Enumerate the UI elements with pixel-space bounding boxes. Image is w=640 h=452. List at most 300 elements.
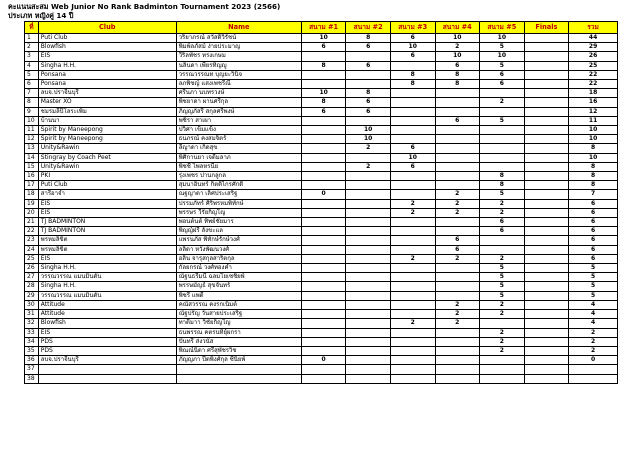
row-number: 20: [25, 208, 39, 217]
club-cell: PDS: [38, 337, 176, 346]
finals-points: [524, 236, 569, 245]
round4-points: 10: [435, 34, 480, 43]
row-number: 29: [25, 291, 39, 300]
row-number: 26: [25, 264, 39, 273]
club-cell: [38, 374, 176, 383]
round1-points: 6: [301, 107, 346, 116]
round4-points: [435, 346, 480, 355]
table-row: [25, 61, 618, 70]
player-name-cell: วริยาภรณ์ สวัสดิวิรัชน์: [176, 34, 301, 43]
table-row: [25, 144, 618, 153]
round3-points: [390, 61, 435, 70]
player-name-cell: ลภพิชญ์ แสงเพชรีณี: [176, 80, 301, 89]
table-row: [25, 43, 618, 52]
row-number: 11: [25, 126, 39, 135]
table-row: [25, 162, 618, 171]
round2-points: [346, 52, 391, 61]
round1-points: [301, 70, 346, 79]
finals-points: [524, 254, 569, 263]
round1-points: [301, 337, 346, 346]
round3-points: 2: [390, 199, 435, 208]
table-row: [25, 208, 618, 217]
round1-points: [301, 310, 346, 319]
round5-points: 10: [480, 34, 525, 43]
round5-points: 6: [480, 218, 525, 227]
round2-points: 10: [346, 135, 391, 144]
table-row: [25, 310, 618, 319]
round5-points: 5: [480, 116, 525, 125]
row-number: 1: [25, 34, 39, 43]
player-name-cell: นลินดา เพียรทิญญู: [176, 61, 301, 70]
club-cell: Ponsana: [38, 70, 176, 79]
total-points: 12: [569, 107, 618, 116]
finals-points: [524, 346, 569, 355]
player-name-cell: วรรณวรรณท บุญยะวินิจ: [176, 70, 301, 79]
round4-points: [435, 89, 480, 98]
club-cell: Blowfish: [38, 319, 176, 328]
total-points: 6: [569, 218, 618, 227]
round1-points: [301, 181, 346, 190]
round5-points: [480, 245, 525, 254]
round4-points: [435, 291, 480, 300]
club-cell: Puti Club: [38, 34, 176, 43]
round5-points: 5: [480, 43, 525, 52]
finals-points: [524, 162, 569, 171]
round4-points: [435, 181, 480, 190]
total-points: 5: [569, 291, 618, 300]
round1-points: 8: [301, 61, 346, 70]
round2-points: [346, 181, 391, 190]
round5-points: 2: [480, 328, 525, 337]
finals-points: [524, 328, 569, 337]
round5-points: 5: [480, 282, 525, 291]
round1-points: 6: [301, 43, 346, 52]
club-cell: Ponsana: [38, 80, 176, 89]
table-row: [25, 116, 618, 125]
round2-points: 6: [346, 107, 391, 116]
round5-points: 8: [480, 172, 525, 181]
col-header-round4: สนาม #4: [435, 22, 480, 34]
round4-points: [435, 172, 480, 181]
total-points: [569, 374, 618, 383]
round2-points: [346, 245, 391, 254]
round3-points: 2: [390, 319, 435, 328]
row-number: 19: [25, 199, 39, 208]
round5-points: 6: [480, 70, 525, 79]
row-number: 27: [25, 273, 39, 282]
round5-points: [480, 365, 525, 374]
table-row: [25, 89, 618, 98]
round4-points: 2: [435, 310, 480, 319]
round1-points: [301, 116, 346, 125]
col-header-round3: สนาม #3: [390, 22, 435, 34]
player-name-cell: กัลยกรณ์ วงศ์ทองคำ: [176, 264, 301, 273]
club-cell: TJ BADMINTON: [38, 227, 176, 236]
table-row: [25, 190, 618, 199]
round3-points: [390, 227, 435, 236]
round4-points: [435, 144, 480, 153]
round4-points: [435, 153, 480, 162]
round4-points: [435, 356, 480, 365]
round1-points: [301, 172, 346, 181]
round2-points: [346, 346, 391, 355]
total-points: 6: [569, 199, 618, 208]
round2-points: 6: [346, 61, 391, 70]
finals-points: [524, 374, 569, 383]
total-points: 6: [569, 227, 618, 236]
round3-points: 6: [390, 144, 435, 153]
round3-points: [390, 374, 435, 383]
club-cell: Puti Club: [38, 181, 176, 190]
round1-points: [301, 273, 346, 282]
club-cell: EIS: [38, 199, 176, 208]
row-number: 14: [25, 153, 39, 162]
player-name-cell: พอนต์นต์ ทิพย์ชัยมาร: [176, 218, 301, 227]
round3-points: [390, 346, 435, 355]
row-number: 4: [25, 61, 39, 70]
finals-points: [524, 310, 569, 319]
round2-points: [346, 291, 391, 300]
round2-points: 2: [346, 162, 391, 171]
club-cell: Attitude: [38, 300, 176, 309]
table-row: [25, 291, 618, 300]
document-header: [8, 2, 280, 20]
club-cell: Blowfish: [38, 43, 176, 52]
round2-points: [346, 328, 391, 337]
player-name-cell: พิมพ์ลภัสม์ ง่ายประมาญ: [176, 43, 301, 52]
finals-points: [524, 172, 569, 181]
table-row: [25, 153, 618, 162]
round3-points: [390, 328, 435, 337]
round1-points: 0: [301, 356, 346, 365]
row-number: 37: [25, 365, 39, 374]
player-name-cell: ณฐญาดา เลิศประเสริฐ: [176, 190, 301, 199]
round4-points: 8: [435, 70, 480, 79]
club-cell: พรหมลิขิต: [38, 236, 176, 245]
round1-points: 0: [301, 190, 346, 199]
round2-points: 6: [346, 43, 391, 52]
round3-points: [390, 291, 435, 300]
table-row: [25, 34, 618, 43]
table-row: [25, 218, 618, 227]
round4-points: [435, 273, 480, 282]
finals-points: [524, 245, 569, 254]
club-cell: PDS: [38, 346, 176, 355]
round1-points: [301, 126, 346, 135]
round3-points: [390, 236, 435, 245]
total-points: 2: [569, 337, 618, 346]
round3-points: [390, 89, 435, 98]
col-header-round1: สนาม #1: [301, 22, 346, 34]
round2-points: 6: [346, 98, 391, 107]
table-row: [25, 236, 618, 245]
round3-points: [390, 172, 435, 181]
round3-points: 10: [390, 153, 435, 162]
player-name-cell: พิชรี แพดี: [176, 291, 301, 300]
round1-points: [301, 346, 346, 355]
round4-points: 6: [435, 61, 480, 70]
round2-points: [346, 208, 391, 217]
round3-points: [390, 356, 435, 365]
round5-points: 2: [480, 199, 525, 208]
row-number: 31: [25, 310, 39, 319]
round3-points: 6: [390, 34, 435, 43]
round3-points: 10: [390, 43, 435, 52]
round5-points: 5: [480, 264, 525, 273]
round2-points: [346, 236, 391, 245]
round5-points: [480, 319, 525, 328]
finals-points: [524, 52, 569, 61]
club-cell: EIS: [38, 52, 176, 61]
player-name-cell: [176, 365, 301, 374]
round1-points: [301, 208, 346, 217]
table-row: [25, 300, 618, 309]
player-name-cell: ปันทรี ส่งวนัส: [176, 337, 301, 346]
round1-points: [301, 282, 346, 291]
round2-points: [346, 254, 391, 263]
round1-points: [301, 319, 346, 328]
header-row: [25, 22, 618, 34]
row-number: 16: [25, 172, 39, 181]
round4-points: [435, 107, 480, 116]
total-points: 10: [569, 126, 618, 135]
finals-points: [524, 107, 569, 116]
finals-points: [524, 319, 569, 328]
total-points: 6: [569, 236, 618, 245]
row-number: 17: [25, 181, 39, 190]
table-row: [25, 374, 618, 383]
round1-points: [301, 80, 346, 89]
club-cell: PKI: [38, 172, 176, 181]
finals-points: [524, 291, 569, 300]
table-row: [25, 346, 618, 355]
round1-points: 10: [301, 34, 346, 43]
round4-points: [435, 218, 480, 227]
finals-points: [524, 227, 569, 236]
round3-points: [390, 126, 435, 135]
finals-points: [524, 218, 569, 227]
col-header-no: ที่: [25, 22, 39, 34]
finals-points: [524, 135, 569, 144]
round1-points: [301, 254, 346, 263]
total-points: [569, 365, 618, 374]
finals-points: [524, 273, 569, 282]
round2-points: [346, 365, 391, 374]
club-cell: Spirit by Maneepong: [38, 126, 176, 135]
row-number: 6: [25, 80, 39, 89]
round5-points: [480, 162, 525, 171]
round5-points: 10: [480, 52, 525, 61]
row-number: 9: [25, 107, 39, 116]
table-row: [25, 264, 618, 273]
finals-points: [524, 264, 569, 273]
total-points: 6: [569, 208, 618, 217]
round4-points: [435, 227, 480, 236]
round5-points: [480, 153, 525, 162]
finals-points: [524, 282, 569, 291]
round1-points: [301, 365, 346, 374]
round5-points: 8: [480, 181, 525, 190]
total-points: 8: [569, 181, 618, 190]
table-row: [25, 52, 618, 61]
col-header-total: รวม: [569, 22, 618, 34]
round1-points: [301, 328, 346, 337]
table-row: [25, 80, 618, 89]
round5-points: 2: [480, 98, 525, 107]
round2-points: 10: [346, 126, 391, 135]
player-name-cell: พรรษมัญธ์ สุขจันทร์: [176, 282, 301, 291]
round1-points: [301, 162, 346, 171]
club-cell: Attitude: [38, 310, 176, 319]
round2-points: 8: [346, 89, 391, 98]
round1-points: [301, 291, 346, 300]
round5-points: 2: [480, 346, 525, 355]
finals-points: [524, 98, 569, 107]
row-number: 18: [25, 190, 39, 199]
finals-points: [524, 61, 569, 70]
row-number: 36: [25, 356, 39, 365]
club-cell: EIS: [38, 328, 176, 337]
finals-points: [524, 43, 569, 52]
round4-points: 2: [435, 190, 480, 199]
player-name-cell: ลลิดา หวังพัฒนวงศ์: [176, 245, 301, 254]
round2-points: 2: [346, 144, 391, 153]
round4-points: [435, 365, 480, 374]
finals-points: [524, 89, 569, 98]
club-cell: TJ BADMINTON: [38, 218, 176, 227]
total-points: 25: [569, 61, 618, 70]
row-number: 13: [25, 144, 39, 153]
table-row: [25, 227, 618, 236]
player-name-cell: ธนภรณ์ คงสมจิตร์: [176, 135, 301, 144]
row-number: 32: [25, 319, 39, 328]
row-number: 28: [25, 282, 39, 291]
row-number: 10: [25, 116, 39, 125]
round1-points: [301, 135, 346, 144]
finals-points: [524, 34, 569, 43]
round4-points: [435, 282, 480, 291]
table-row: [25, 319, 618, 328]
round3-points: [390, 365, 435, 374]
row-number: 35: [25, 346, 39, 355]
round4-points: 6: [435, 245, 480, 254]
round3-points: 8: [390, 70, 435, 79]
round3-points: [390, 264, 435, 273]
total-points: 2: [569, 328, 618, 337]
col-header-club: Club: [38, 22, 176, 34]
player-name-cell: รุ่งเพชร ปานกลูกล: [176, 172, 301, 181]
finals-points: [524, 80, 569, 89]
total-points: 29: [569, 43, 618, 52]
finals-points: [524, 365, 569, 374]
table-row: [25, 172, 618, 181]
total-points: 2: [569, 346, 618, 355]
player-name-cell: สุมนาอินทร์ กิตติไกรศักดิ์: [176, 181, 301, 190]
player-name-cell: วีริลพัชร ทรงเกษม: [176, 52, 301, 61]
round2-points: [346, 319, 391, 328]
round4-points: 2: [435, 208, 480, 217]
document-title: คะแนนสะสม Web Junior No Rank Badminton Tournament 2023 (2566): [8, 2, 281, 11]
table-row: [25, 273, 618, 282]
table-body: [25, 34, 618, 384]
document-subtitle: ประเภท หญิงคู่ 14 ปี: [8, 11, 74, 20]
round5-points: [480, 356, 525, 365]
round5-points: 2: [480, 300, 525, 309]
round4-points: [435, 162, 480, 171]
total-points: 10: [569, 135, 618, 144]
round1-points: 10: [301, 89, 346, 98]
round3-points: 2: [390, 254, 435, 263]
table-row: [25, 245, 618, 254]
player-name-cell: ทาดีมาา วิชัยกิญโญ: [176, 319, 301, 328]
club-cell: สารีอาจำ: [38, 190, 176, 199]
club-cell: ลบจ.ปราจีนบุรี: [38, 89, 176, 98]
round3-points: [390, 300, 435, 309]
total-points: 4: [569, 300, 618, 309]
row-number: 24: [25, 245, 39, 254]
round2-points: [346, 153, 391, 162]
round4-points: [435, 264, 480, 273]
club-cell: Stingray by Coach Peet: [38, 153, 176, 162]
round2-points: [346, 199, 391, 208]
table-row: [25, 181, 618, 190]
finals-points: [524, 208, 569, 217]
total-points: 18: [569, 89, 618, 98]
table-row: [25, 199, 618, 208]
club-cell: Singha H.H.: [38, 264, 176, 273]
round3-points: [390, 273, 435, 282]
player-name-cell: พิญญ์ฝรี ลังขะแล: [176, 227, 301, 236]
total-points: 8: [569, 144, 618, 153]
finals-points: [524, 144, 569, 153]
round4-points: 2: [435, 254, 480, 263]
row-number: 12: [25, 135, 39, 144]
finals-points: [524, 153, 569, 162]
round2-points: [346, 337, 391, 346]
player-name-cell: ณัฐปรัญ วันสายประเสริฐ: [176, 310, 301, 319]
round2-points: [346, 310, 391, 319]
round4-points: [435, 135, 480, 144]
row-number: 38: [25, 374, 39, 383]
round4-points: [435, 126, 480, 135]
finals-points: [524, 190, 569, 199]
total-points: 6: [569, 245, 618, 254]
round3-points: [390, 245, 435, 254]
round3-points: 2: [390, 208, 435, 217]
round1-points: [301, 374, 346, 383]
round1-points: [301, 199, 346, 208]
finals-points: [524, 337, 569, 346]
table-row: [25, 356, 618, 365]
round2-points: [346, 116, 391, 125]
table-row: [25, 328, 618, 337]
round5-points: 5: [480, 61, 525, 70]
player-name-cell: พิชชี ไพลหรนีย: [176, 162, 301, 171]
club-cell: EIS: [38, 254, 176, 263]
total-points: 22: [569, 70, 618, 79]
table-row: [25, 254, 618, 263]
round1-points: [301, 153, 346, 162]
total-points: 8: [569, 172, 618, 181]
player-name-cell: ณัฐนธรีมนี ฉลมโยเซชิยพ์: [176, 273, 301, 282]
round5-points: 5: [480, 190, 525, 199]
player-name-cell: แพรนภัส พิทักษ์รักษ์วงศ์: [176, 236, 301, 245]
round4-points: 2: [435, 300, 480, 309]
row-number: 5: [25, 70, 39, 79]
round3-points: 6: [390, 52, 435, 61]
round5-points: [480, 89, 525, 98]
finals-points: [524, 356, 569, 365]
